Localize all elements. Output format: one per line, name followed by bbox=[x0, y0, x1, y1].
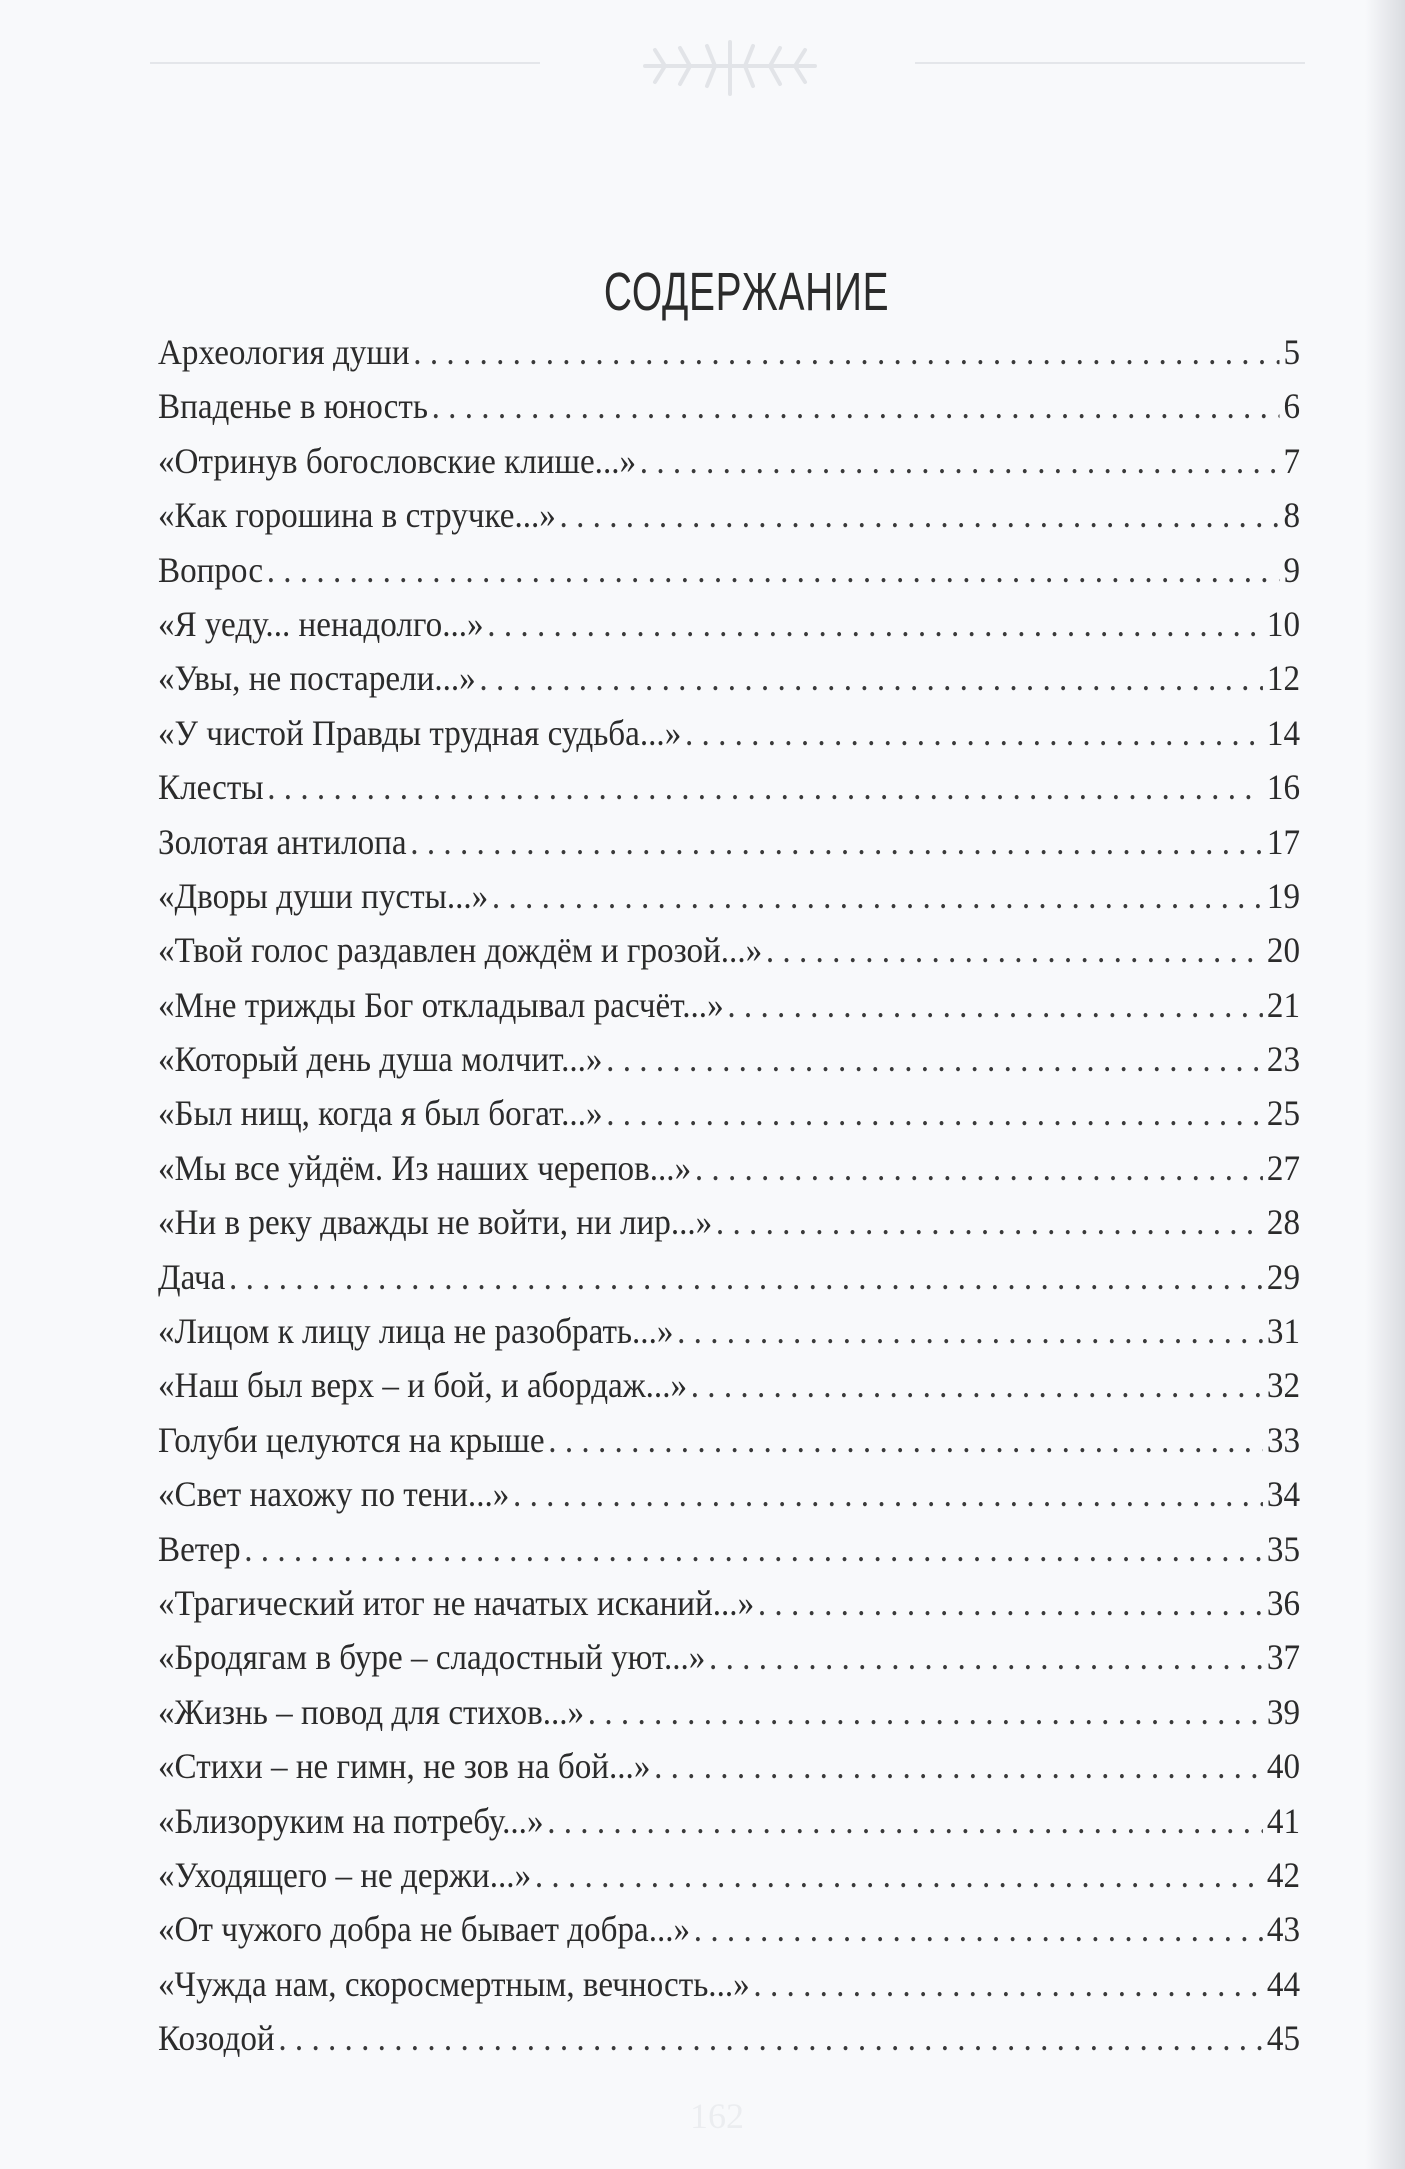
toc-entry-title: Ветер bbox=[158, 1528, 241, 1569]
toc-entry-title: «Чужда нам, скоросмертным, вечность...» bbox=[158, 1963, 750, 2004]
toc-entry[interactable] bbox=[158, 434, 1300, 488]
toc-entry[interactable] bbox=[158, 488, 1300, 542]
toc-entry[interactable] bbox=[158, 1141, 1300, 1195]
floral-sprig-icon bbox=[635, 38, 825, 98]
toc-entry-page: 8 bbox=[1283, 495, 1301, 536]
dot-leader bbox=[727, 978, 1263, 1032]
toc-entry-title: «Лицом к лицу лица не разобрать...» bbox=[158, 1311, 674, 1352]
dot-leader bbox=[487, 597, 1263, 651]
toc-entry-page: 9 bbox=[1283, 549, 1301, 590]
dot-leader bbox=[267, 543, 1280, 597]
toc-entry-title: «Трагический итог не начатых исканий...» bbox=[158, 1582, 755, 1623]
toc-entry-title: «Увы, не постарели...» bbox=[158, 658, 476, 699]
toc-entry[interactable] bbox=[158, 1250, 1300, 1304]
toc-entry-title: «Как горошина в стручке...» bbox=[158, 495, 556, 536]
toc-entry[interactable] bbox=[158, 815, 1300, 869]
toc-entry-title: «Я уеду... ненадолго...» bbox=[158, 603, 484, 644]
toc-entry-title: Козодой bbox=[158, 2018, 275, 2059]
toc-entry-page: 10 bbox=[1266, 603, 1301, 644]
toc-entry-title: Археология души bbox=[158, 332, 410, 372]
table-of-contents bbox=[158, 325, 1300, 2066]
toc-entry-title: «Бродягам в буре – сладостный уют...» bbox=[158, 1637, 706, 1678]
toc-entry-title: «Дворы души пусты...» bbox=[158, 875, 489, 916]
toc-entry[interactable] bbox=[158, 869, 1300, 923]
toc-entry[interactable] bbox=[158, 1304, 1300, 1358]
toc-entry-page: 25 bbox=[1266, 1093, 1301, 1134]
toc-entry[interactable] bbox=[158, 379, 1300, 433]
toc-entry-title: «Был нищ, когда я был богат...» bbox=[158, 1093, 603, 1134]
dot-leader bbox=[766, 923, 1263, 977]
toc-entry[interactable] bbox=[158, 923, 1300, 977]
dot-leader bbox=[413, 325, 1280, 379]
toc-entry[interactable] bbox=[158, 706, 1300, 760]
dot-leader bbox=[267, 760, 1263, 814]
toc-entry-title: «Жизнь – повод для стихов...» bbox=[158, 1691, 585, 1732]
toc-entry-page: 7 bbox=[1283, 440, 1301, 481]
toc-entry[interactable] bbox=[158, 978, 1300, 1032]
toc-entry-page: 12 bbox=[1266, 658, 1301, 699]
page-edge-shadow bbox=[1365, 0, 1405, 2169]
toc-entry-title: «Мне трижды Бог откладывал расчёт...» bbox=[158, 984, 724, 1025]
dot-leader bbox=[694, 1902, 1263, 1956]
dot-leader bbox=[513, 1467, 1263, 1521]
toc-entry-title: «Твой голос раздавлен дождём и грозой...» bbox=[158, 930, 763, 971]
dot-leader bbox=[244, 1522, 1263, 1576]
dot-leader bbox=[691, 1358, 1264, 1412]
dot-leader bbox=[758, 1576, 1263, 1630]
dot-leader bbox=[479, 651, 1263, 705]
toc-entry-page: 29 bbox=[1266, 1256, 1301, 1297]
toc-entry-page: 36 bbox=[1266, 1582, 1301, 1623]
toc-entry-title: «Свет нахожу по тени...» bbox=[158, 1474, 510, 1515]
dot-leader bbox=[492, 869, 1263, 923]
toc-entry-page: 41 bbox=[1266, 1800, 1301, 1841]
toc-entry-page: 40 bbox=[1266, 1746, 1301, 1787]
ornament-rule-left bbox=[150, 62, 540, 64]
toc-entry-page: 43 bbox=[1266, 1909, 1301, 1950]
page-title: СОДЕРЖАНИЕ bbox=[603, 262, 890, 323]
toc-entry-page: 31 bbox=[1266, 1311, 1301, 1352]
dot-leader bbox=[685, 706, 1263, 760]
ornament-rule-right bbox=[915, 62, 1305, 64]
toc-entry-page: 6 bbox=[1283, 386, 1301, 427]
toc-entry-title: «Который день душа молчит...» bbox=[158, 1039, 603, 1080]
toc-entry[interactable] bbox=[158, 1086, 1300, 1140]
toc-entry-title: «Уходящего – не держи...» bbox=[158, 1854, 532, 1895]
toc-entry[interactable] bbox=[158, 1685, 1300, 1739]
toc-entry[interactable] bbox=[158, 1032, 1300, 1086]
toc-entry-page: 39 bbox=[1266, 1691, 1301, 1732]
toc-entry[interactable] bbox=[158, 651, 1300, 705]
dot-leader bbox=[640, 434, 1280, 488]
toc-entry-title: «Отринув богословские клише...» bbox=[158, 440, 637, 481]
header-ornament bbox=[150, 38, 1305, 98]
page-number: 162 bbox=[690, 2096, 744, 2136]
toc-entry[interactable] bbox=[158, 325, 1300, 379]
dot-leader bbox=[753, 1957, 1263, 2011]
toc-entry-page: 42 bbox=[1266, 1854, 1301, 1895]
toc-entry-page: 21 bbox=[1266, 984, 1301, 1025]
toc-entry-title: Золотая антилопа bbox=[158, 821, 407, 862]
toc-entry[interactable] bbox=[158, 1848, 1300, 1902]
toc-entry-title: Голуби целуются на крыше bbox=[158, 1419, 545, 1460]
dot-leader bbox=[432, 379, 1280, 433]
toc-entry[interactable] bbox=[158, 1413, 1300, 1467]
toc-entry[interactable] bbox=[158, 1467, 1300, 1521]
toc-entry-title: Впаденье в юность bbox=[158, 386, 428, 427]
toc-entry[interactable] bbox=[158, 760, 1300, 814]
dot-leader bbox=[410, 815, 1263, 869]
toc-entry[interactable] bbox=[158, 1739, 1300, 1793]
toc-entry[interactable] bbox=[158, 543, 1300, 597]
toc-entry-page: 35 bbox=[1266, 1528, 1301, 1569]
toc-entry-title: Вопрос bbox=[158, 549, 264, 590]
toc-entry-title: «От чужого добра не бывает добра...» bbox=[158, 1909, 691, 1950]
toc-entry-page: 5 bbox=[1283, 332, 1301, 372]
toc-entry-page: 45 bbox=[1266, 2018, 1301, 2059]
toc-entry-title: «Наш был верх – и бой, и абордаж...» bbox=[158, 1365, 688, 1406]
toc-entry-title: «Близоруким на потребу...» bbox=[158, 1800, 544, 1841]
toc-entry-title: Дача bbox=[158, 1256, 226, 1297]
toc-entry-page: 37 bbox=[1266, 1637, 1301, 1678]
dot-leader bbox=[560, 488, 1280, 542]
toc-entry[interactable] bbox=[158, 1576, 1300, 1630]
dot-leader bbox=[278, 2011, 1263, 2065]
dot-leader bbox=[606, 1032, 1263, 1086]
toc-entry[interactable] bbox=[158, 1195, 1300, 1249]
toc-entry-page: 32 bbox=[1266, 1365, 1301, 1406]
toc-entry[interactable] bbox=[158, 1957, 1300, 2011]
toc-entry-page: 27 bbox=[1266, 1147, 1301, 1188]
toc-entry-title: «У чистой Правды трудная судьба...» bbox=[158, 712, 682, 753]
dot-leader bbox=[229, 1250, 1263, 1304]
dot-leader bbox=[548, 1413, 1263, 1467]
toc-entry[interactable] bbox=[158, 1358, 1300, 1412]
toc-entry-page: 23 bbox=[1266, 1039, 1301, 1080]
dot-leader bbox=[547, 1794, 1263, 1848]
toc-entry-title: Клесты bbox=[158, 767, 264, 808]
toc-entry[interactable] bbox=[158, 2011, 1300, 2065]
toc-entry-page: 28 bbox=[1266, 1202, 1301, 1243]
toc-entry[interactable] bbox=[158, 1794, 1300, 1848]
toc-entry-page: 16 bbox=[1266, 767, 1301, 808]
toc-entry-page: 34 bbox=[1266, 1474, 1301, 1515]
toc-entry-page: 33 bbox=[1266, 1419, 1301, 1460]
toc-entry[interactable] bbox=[158, 1630, 1300, 1684]
toc-entry-title: «Мы все уйдём. Из наших черепов...» bbox=[158, 1147, 692, 1188]
dot-leader bbox=[677, 1304, 1263, 1358]
dot-leader bbox=[709, 1630, 1263, 1684]
dot-leader bbox=[588, 1685, 1263, 1739]
dot-leader bbox=[654, 1739, 1263, 1793]
toc-entry[interactable] bbox=[158, 1902, 1300, 1956]
toc-entry-title: «Ни в реку дважды не войти, ни лир...» bbox=[158, 1202, 713, 1243]
toc-entry-page: 19 bbox=[1266, 875, 1301, 916]
dot-leader bbox=[716, 1195, 1263, 1249]
toc-entry[interactable] bbox=[158, 597, 1300, 651]
dot-leader bbox=[535, 1848, 1263, 1902]
toc-entry-title: «Стихи – не гимн, не зов на бой...» bbox=[158, 1746, 651, 1787]
toc-entry-page: 14 bbox=[1266, 712, 1301, 753]
toc-entry-page: 17 bbox=[1266, 821, 1301, 862]
toc-entry-page: 44 bbox=[1266, 1963, 1301, 2004]
toc-entry-page: 20 bbox=[1266, 930, 1301, 971]
toc-entry[interactable] bbox=[158, 1522, 1300, 1576]
dot-leader bbox=[695, 1141, 1263, 1195]
dot-leader bbox=[606, 1086, 1263, 1140]
